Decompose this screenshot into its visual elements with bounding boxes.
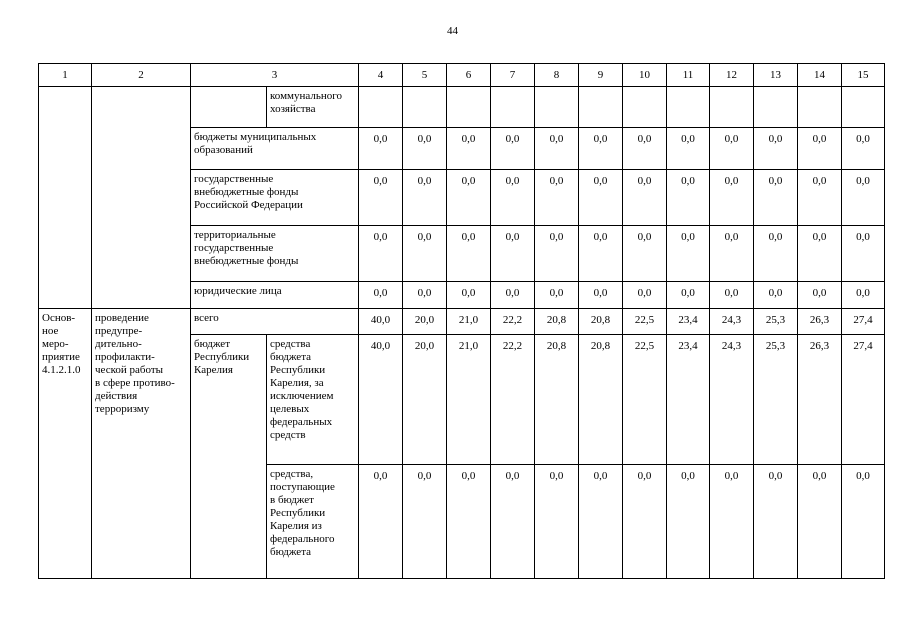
value-cell xyxy=(359,87,403,128)
value-cell: 0,0 xyxy=(623,128,667,170)
value-cell: 0,0 xyxy=(447,226,491,282)
value-cell: 0,0 xyxy=(710,128,754,170)
row-label: государственные внебюджетные фонды Российской Федерации xyxy=(191,170,359,226)
value-cell xyxy=(447,87,491,128)
row-index-cell xyxy=(39,87,92,309)
budget-label: бюджет Республики Карелия xyxy=(191,335,267,579)
value-cell: 0,0 xyxy=(491,465,535,579)
value-cell: 20,0 xyxy=(403,309,447,335)
value-cell: 0,0 xyxy=(754,170,798,226)
value-cell: 0,0 xyxy=(535,128,579,170)
value-cell: 20,8 xyxy=(535,335,579,465)
column-header: 5 xyxy=(403,64,447,87)
value-cell: 0,0 xyxy=(359,128,403,170)
value-cell: 0,0 xyxy=(535,282,579,309)
column-header: 4 xyxy=(359,64,403,87)
value-cell: 0,0 xyxy=(798,465,842,579)
column-header: 10 xyxy=(623,64,667,87)
row-label: коммунального хозяйства xyxy=(267,87,359,128)
activity-cell xyxy=(92,87,191,309)
value-cell: 0,0 xyxy=(535,226,579,282)
row-label: средства, поступающие в бюджет Республики Карелия из федерального бюджета xyxy=(267,465,359,579)
value-cell: 0,0 xyxy=(798,282,842,309)
value-cell: 0,0 xyxy=(754,128,798,170)
value-cell xyxy=(798,87,842,128)
column-header: 12 xyxy=(710,64,754,87)
value-cell: 22,2 xyxy=(491,335,535,465)
table-row xyxy=(39,87,885,128)
value-cell: 25,3 xyxy=(754,335,798,465)
value-cell: 0,0 xyxy=(403,226,447,282)
value-cell: 0,0 xyxy=(754,226,798,282)
value-cell: 0,0 xyxy=(798,226,842,282)
value-cell: 0,0 xyxy=(403,282,447,309)
value-cell: 27,4 xyxy=(842,309,885,335)
value-cell: 0,0 xyxy=(710,465,754,579)
value-cell: 0,0 xyxy=(359,282,403,309)
row-label: средства бюджета Республики Карелия, за исключением целевых федеральных средств xyxy=(267,335,359,465)
value-cell xyxy=(623,87,667,128)
value-cell: 0,0 xyxy=(359,170,403,226)
value-cell: 0,0 xyxy=(623,170,667,226)
value-cell: 21,0 xyxy=(447,309,491,335)
value-cell: 27,4 xyxy=(842,335,885,465)
page-number: 44 xyxy=(447,25,458,37)
column-header: 11 xyxy=(667,64,710,87)
value-cell: 0,0 xyxy=(491,226,535,282)
value-cell: 24,3 xyxy=(710,335,754,465)
value-cell: 0,0 xyxy=(623,226,667,282)
value-cell: 0,0 xyxy=(359,465,403,579)
source-cell xyxy=(191,87,267,128)
value-cell: 0,0 xyxy=(623,282,667,309)
value-cell: 0,0 xyxy=(579,282,623,309)
column-header: 9 xyxy=(579,64,623,87)
value-cell: 0,0 xyxy=(667,282,710,309)
value-cell: 0,0 xyxy=(842,465,885,579)
activity-description: проведение предупре- дительно- профилакти- ческой работы в сфере противо- действия терроризму xyxy=(92,309,191,579)
value-cell xyxy=(403,87,447,128)
value-cell: 0,0 xyxy=(403,128,447,170)
value-cell: 0,0 xyxy=(754,465,798,579)
value-cell: 20,8 xyxy=(579,335,623,465)
value-cell: 26,3 xyxy=(798,309,842,335)
value-cell: 0,0 xyxy=(710,282,754,309)
value-cell xyxy=(491,87,535,128)
value-cell: 0,0 xyxy=(579,226,623,282)
value-cell: 21,0 xyxy=(447,335,491,465)
value-cell: 0,0 xyxy=(491,128,535,170)
value-cell: 0,0 xyxy=(710,226,754,282)
value-cell: 0,0 xyxy=(447,170,491,226)
value-cell: 40,0 xyxy=(359,335,403,465)
funding-table xyxy=(38,63,885,579)
column-header: 3 xyxy=(191,64,359,87)
column-header: 14 xyxy=(798,64,842,87)
value-cell: 40,0 xyxy=(359,309,403,335)
row-label: территориальные государственные внебюджетные фонды xyxy=(191,226,359,282)
value-cell: 22,5 xyxy=(623,335,667,465)
column-header: 15 xyxy=(842,64,885,87)
value-cell xyxy=(842,87,885,128)
value-cell: 0,0 xyxy=(754,282,798,309)
value-cell: 0,0 xyxy=(403,465,447,579)
value-cell: 0,0 xyxy=(579,465,623,579)
column-header: 7 xyxy=(491,64,535,87)
table-row xyxy=(39,309,885,335)
value-cell: 20,8 xyxy=(535,309,579,335)
column-header: 1 xyxy=(39,64,92,87)
value-cell: 0,0 xyxy=(359,226,403,282)
value-cell: 22,5 xyxy=(623,309,667,335)
value-cell: 0,0 xyxy=(447,465,491,579)
value-cell: 0,0 xyxy=(667,226,710,282)
value-cell: 0,0 xyxy=(667,465,710,579)
value-cell: 25,3 xyxy=(754,309,798,335)
value-cell: 0,0 xyxy=(447,128,491,170)
value-cell: 0,0 xyxy=(842,226,885,282)
value-cell: 26,3 xyxy=(798,335,842,465)
value-cell: 0,0 xyxy=(842,128,885,170)
table-header-row xyxy=(39,64,885,87)
value-cell: 0,0 xyxy=(579,128,623,170)
value-cell: 0,0 xyxy=(491,170,535,226)
column-header: 2 xyxy=(92,64,191,87)
value-cell: 0,0 xyxy=(535,465,579,579)
value-cell: 0,0 xyxy=(535,170,579,226)
value-cell: 20,8 xyxy=(579,309,623,335)
value-cell: 0,0 xyxy=(447,282,491,309)
value-cell: 0,0 xyxy=(667,170,710,226)
value-cell xyxy=(535,87,579,128)
value-cell: 23,4 xyxy=(667,309,710,335)
value-cell: 0,0 xyxy=(842,282,885,309)
value-cell: 0,0 xyxy=(667,128,710,170)
value-cell xyxy=(754,87,798,128)
value-cell: 24,3 xyxy=(710,309,754,335)
value-cell: 0,0 xyxy=(842,170,885,226)
value-cell: 20,0 xyxy=(403,335,447,465)
value-cell xyxy=(579,87,623,128)
row-label: бюджеты муниципальных образований xyxy=(191,128,359,170)
column-header: 8 xyxy=(535,64,579,87)
row-label: юридические лица xyxy=(191,282,359,309)
row-label: всего xyxy=(191,309,359,335)
column-header: 6 xyxy=(447,64,491,87)
value-cell: 0,0 xyxy=(798,128,842,170)
value-cell: 22,2 xyxy=(491,309,535,335)
activity-code: Основ- ное меро- приятие 4.1.2.1.0 xyxy=(39,309,92,579)
value-cell: 0,0 xyxy=(623,465,667,579)
value-cell: 0,0 xyxy=(579,170,623,226)
value-cell: 23,4 xyxy=(667,335,710,465)
column-header: 13 xyxy=(754,64,798,87)
value-cell xyxy=(710,87,754,128)
value-cell: 0,0 xyxy=(403,170,447,226)
value-cell xyxy=(667,87,710,128)
value-cell: 0,0 xyxy=(798,170,842,226)
value-cell: 0,0 xyxy=(491,282,535,309)
value-cell: 0,0 xyxy=(710,170,754,226)
